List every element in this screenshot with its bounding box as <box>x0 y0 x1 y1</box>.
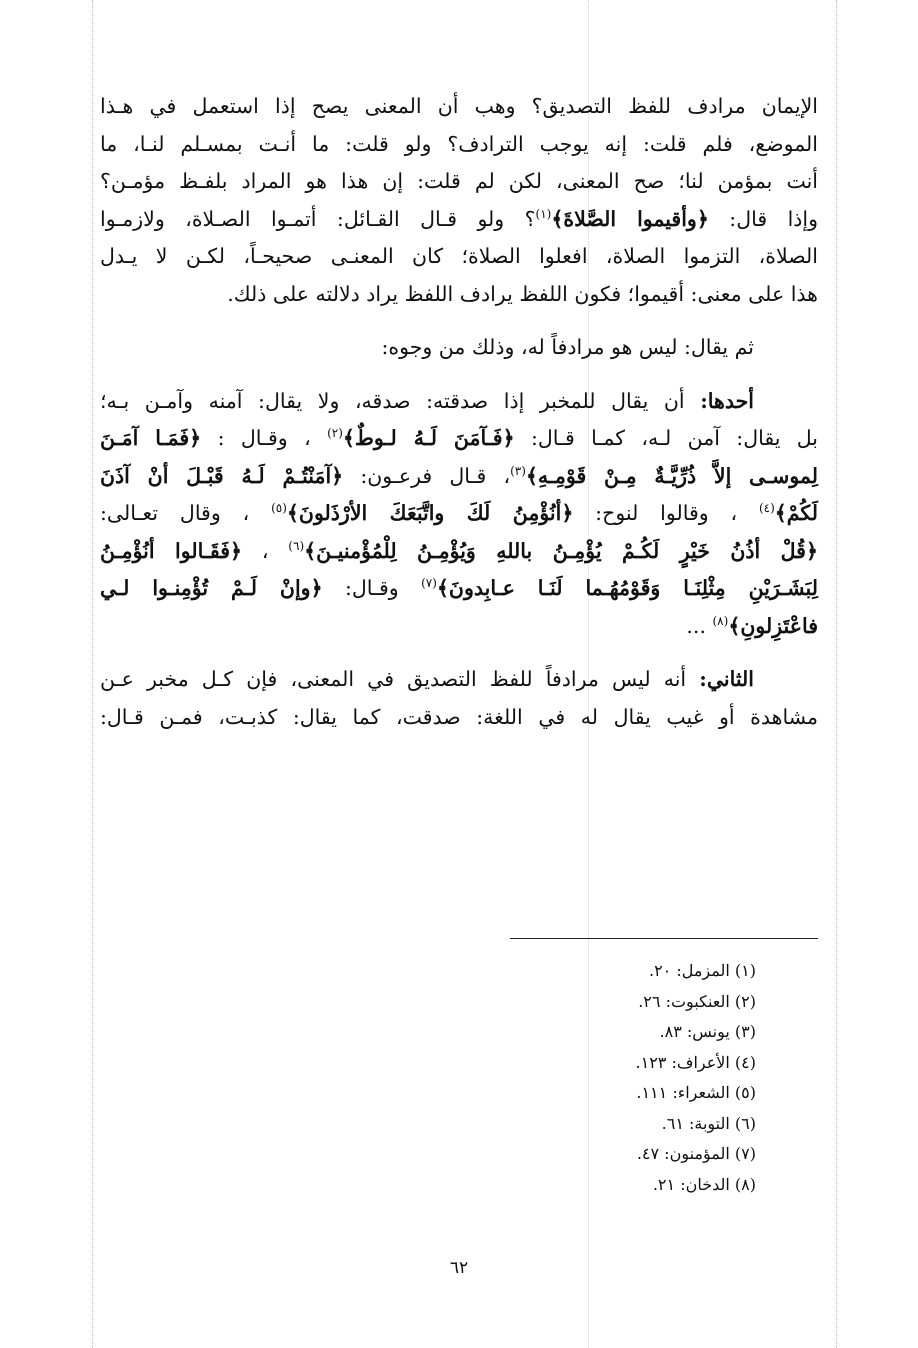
text-run: أن يقال للمخبر إذا صدقته: صدقه، ولا يقال: آمنه وآمـن بـه؛ <box>100 388 701 413</box>
text-run: وإذا قال: <box>708 206 818 231</box>
quran-quote: لَكُمْ﴾ <box>774 501 819 525</box>
text-run: ، وقال تعـالى: <box>100 501 272 525</box>
footnote-ref: (١) <box>535 206 552 221</box>
text-line: هذا على معنى: أقيموا؛ فكون اللفظ يرادف اللفظ يراد دلالته على ذلك. <box>227 281 818 306</box>
text-line <box>100 495 818 533</box>
text-run: ... <box>686 613 713 638</box>
paragraph-4 <box>100 661 818 736</box>
footnote: (٨) الدخان: ٢١. <box>652 1174 756 1194</box>
footnote: (٣) يونس: ٨٣. <box>659 1022 756 1041</box>
paragraph-3 <box>100 383 818 646</box>
quran-quote: ﴿آمَنْتُـمْ لَـهُ قَبْـلَ أنْ آذَنَ <box>100 463 344 488</box>
footnotes <box>516 956 756 1200</box>
point-heading: أحدها: <box>700 388 754 413</box>
footnote-ref: (٤) <box>758 501 775 516</box>
text-run: ، وقالوا لنوح: <box>573 501 759 525</box>
footnote: (٧) المؤمنون: ٤٧. <box>636 1144 756 1163</box>
scan-fold-line-right <box>836 0 837 1348</box>
text-run: ، قـال فرعـون: <box>343 463 511 488</box>
footnote: (٢) العنكبوت: ٢٦. <box>638 991 756 1011</box>
text-run: ، <box>242 538 289 563</box>
footnote-ref: (٥) <box>271 501 287 516</box>
footnote-ref: (٣) <box>510 463 526 478</box>
text-line: أنت بمؤمن لنا؛ صح المعنى، لكن لم قلت: إن هذا هو المراد بلفـظ مؤمـن؟ <box>100 169 818 193</box>
paragraph-2: ثم يقال: ليس هو مرادفاً له، وذلك من وجوه: <box>381 335 754 359</box>
scan-fold-line-left <box>92 0 93 1348</box>
footnote-ref: (٧) <box>421 576 437 591</box>
quran-quote: ﴿فَمَـا آمَـنَ <box>100 426 202 450</box>
footnote: (١) المزمل: ٢٠. <box>648 961 756 980</box>
quran-quote: لِموسـى إلاَّ ذُرِّيَّـةٌ مِـنْ قَوْمِـهِ﴾ <box>525 463 819 488</box>
footnote: (٦) التوبة: ٦١. <box>661 1113 756 1133</box>
quran-quote: ﴿قُلْ أذُنُ خَيْرٍ لَكُـمْ يُؤْمِـنُ باللهِ وَيُؤْمِـنُ لِلْمُؤْمنيـنَ﴾ <box>304 538 818 563</box>
quran-quote: ﴿فَـآمَنَ لَـهُ لـوطٌ﴾ <box>342 426 515 450</box>
text-line <box>100 383 818 421</box>
quran-quote: ﴿وأقيموا الصَّلاةَ﴾ <box>551 206 709 231</box>
text-line <box>100 201 818 239</box>
footnote: (٥) الشعراء: ١١١. <box>636 1083 756 1102</box>
quran-quote: فاعْتَزِلونِ﴾ <box>728 613 818 638</box>
text-line <box>100 608 818 646</box>
text-run: وقـال: <box>322 576 422 600</box>
footnote-ref: (٨) <box>712 613 729 628</box>
footnote: (٤) الأعراف: ١٢٣. <box>635 1052 756 1072</box>
text-run: بل يقال: آمن لـه، كمـا قـال: <box>514 426 819 450</box>
page-number: ٦٢ <box>449 1258 469 1278</box>
text-line <box>100 420 818 458</box>
text-line: الإيمان مرادف للفظ التصديق؟ وهب أن المعنى يصح إذا استعمل في هـذا <box>100 94 818 118</box>
point-heading: الثاني: <box>699 667 754 691</box>
page-body <box>100 88 818 736</box>
text-line <box>100 570 818 608</box>
text-line <box>100 661 818 699</box>
text-line <box>100 458 818 496</box>
text-run: ؟ ولو قـال القـائل: أتمـوا الصـلاة، ولازمـوا <box>100 206 536 231</box>
quran-quote: لِبَشَـرَيْنِ مِثْلِنَـا وَقَوْمُهُـما لَنَـا عـابِدونَ﴾ <box>436 576 818 600</box>
footnote-ref: (٢) <box>327 426 343 441</box>
text-line <box>100 533 818 571</box>
footnote-ref: (٦) <box>288 538 305 553</box>
quran-quote: ﴿أنُؤْمِنُ لَكَ واتَّبَعَكَ الأرْذَلونَ﴾ <box>286 501 574 525</box>
text-run: ، وقـال : <box>201 426 328 450</box>
quran-quote: ﴿فَقَـالوا أنُؤْمِـنُ <box>100 538 243 563</box>
text-line: الصلاة، التزموا الصلاة، افعلوا الصلاة؛ كان المعنـى صحيحـاً، لكـن لا يـدل <box>100 244 818 268</box>
text-line: مشاهدة أو غيب يقال له في اللغة: صدقت، كما يقال: كذبـت، فمـن قـال: <box>100 704 818 729</box>
paragraph-1 <box>100 88 818 313</box>
text-line: الموضع، فلم قلت: إنه يوجب الترادف؟ ولو قلت: ما أنـت بمسـلم لنـا، ما <box>100 131 818 156</box>
text-run: أنه ليس مرادفاً للفظ التصديق في المعنى، فإن كـل مخبر عـن <box>100 667 700 691</box>
footnote-divider <box>510 938 818 939</box>
quran-quote: ﴿وإنْ لَـمْ تُؤْمِنـوا لـي <box>100 576 323 600</box>
